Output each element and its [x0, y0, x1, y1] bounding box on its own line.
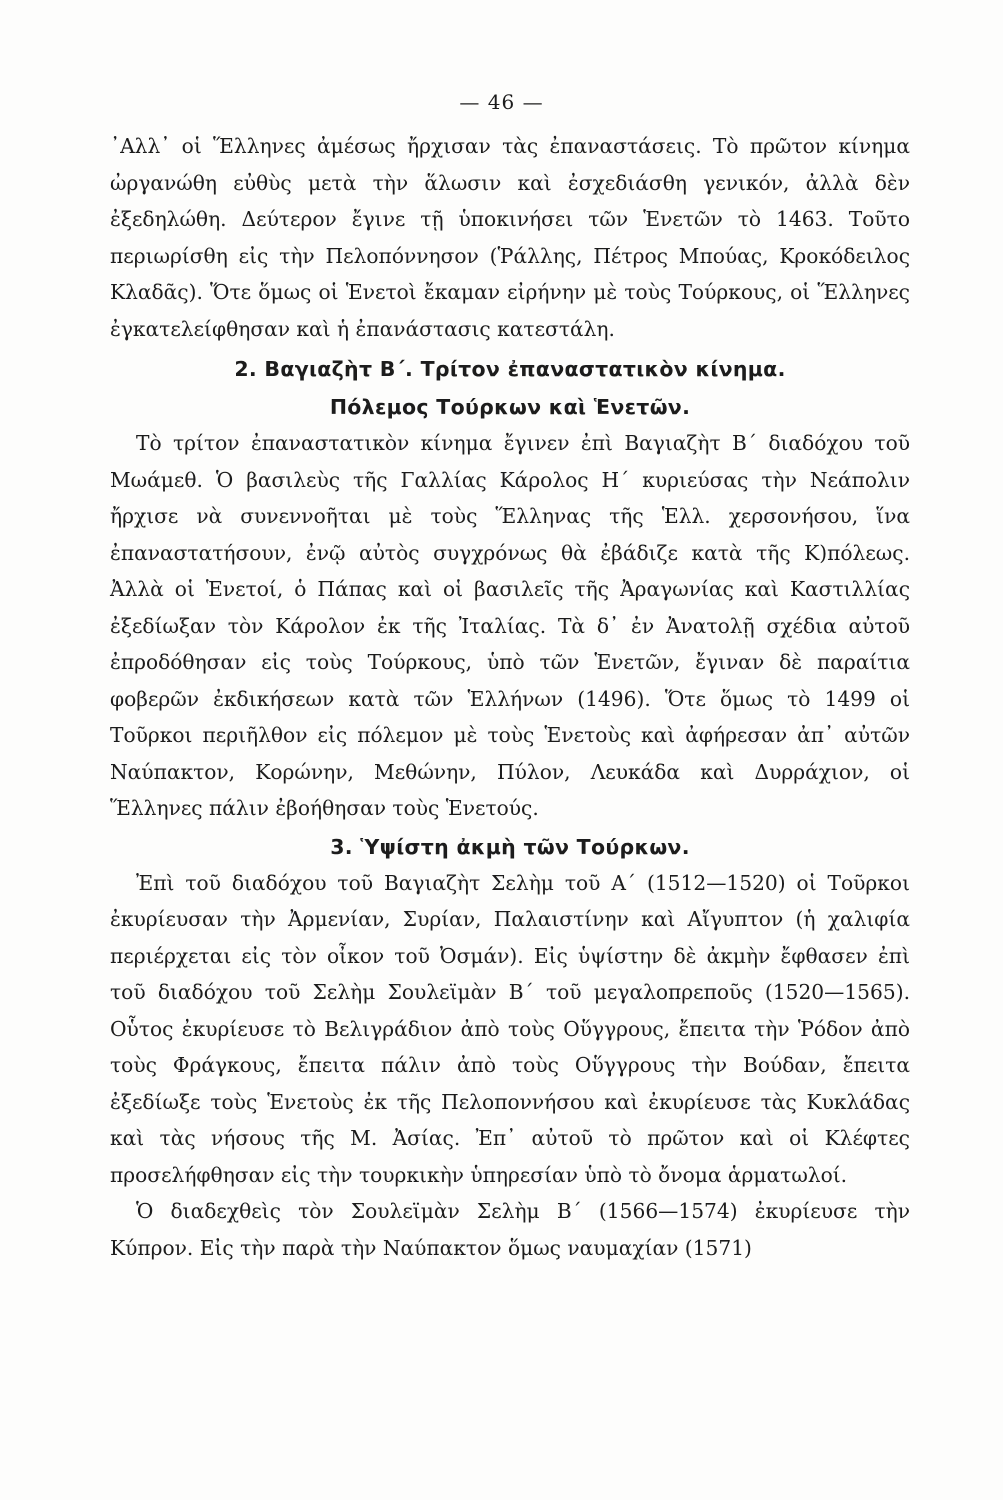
paragraph-turkish-peak: Ἐπὶ τοῦ διαδόχου τοῦ Βαγιαζὴτ Σελὴμ τοῦ Α΄ (1512—1520) οἱ Τοῦρκοι ἐκυρίευσαν τὴν Ἀρμενίαν, Συρίαν, Παλαιστίνην καὶ Αἴγυπτον (ἡ χαλιφία περιέρχεται εἰς τὸν οἶκον τοῦ Ὀσμάν). Εἰς ὑψίστην δὲ ἀκμὴν ἔφθασεν ἐπὶ τοῦ διαδόχου τοῦ Σελὴμ Σουλεϊμὰν Β΄ τοῦ μεγαλοπρεποῦς (1520—1565). Οὗτος ἐκυρίευσε τὸ Βελιγράδιον ἀπὸ τοὺς Οὕγγρους, ἔπειτα τὴν Ῥόδον ἀπὸ τοὺς Φράγκους, ἔπειτα πάλιν ἀπὸ τοὺς Οὕγγρους τὴν Βούδαν, ἔπειτα ἐξεδίωξε τοὺς Ἑνετοὺς ἐκ τῆς Πελοποννήσου καὶ ἐκυρίευσε τὰς Κυκλάδας καὶ τὰς νήσους τῆς Μ. Ἀσίας. Ἐπ᾿ αὐτοῦ τὸ πρῶτον καὶ οἱ Κλέφτες προσελήφθησαν εἰς τὴν τουρκικὴν ὑπηρεσίαν ὑπὸ τὸ ὄνομα ἁρματωλοί.: [110, 870, 910, 1187]
section-heading-3: 3. Ὑψίστη ἀκμὴ τῶν Τούρκων.: [330, 834, 690, 859]
section-heading-2-line-2: Πόλεμος Τούρκων καὶ Ἑνετῶν.: [329, 395, 691, 419]
paragraph-third-revolution: Τὸ τρίτον ἐπαναστατικὸν κίνημα ἔγινεν ἐπὶ Βαγιαζὴτ Β΄ διαδόχου τοῦ Μωάμεθ. Ὁ βασιλεὺς τῆς Γαλλίας Κάρολος Η΄ κυριεύσας τὴν Νεάπολιν ἤρχισε νὰ συνεννοῆται μὲ τοὺς Ἕλληνας τῆς Ἑλλ. χερσονήσου, ἵνα ἐπαναστατήσουν, ἐνῷ αὐτὸς συγχρόνως θὰ ἐβάδιζε κατὰ τῆς Κ)πόλεως. Ἀλλὰ οἱ Ἑνετοί, ὁ Πάπας καὶ οἱ βασιλεῖς τῆς Ἀραγωνίας καὶ Καστιλλίας ἐξεδίωξαν τὸν Κάρολον ἐκ τῆς Ἰταλίας. Τὰ δ᾿ ἐν Ἀνατολῇ σχέδια αὐτοῦ ἐπροδόθησαν εἰς τοὺς Τούρκους, ὑπὸ τῶν Ἑνετῶν, ἔγιναν δὲ παραίτια φοβερῶν ἐκδικήσεων κατὰ τῶν Ἑλλήνων (1496). Ὅτε ὅμως τὸ 1499 οἱ Τοῦρκοι περιῆλθον εἰς πόλεμον μὲ τοὺς Ἑνετοὺς καὶ ἀφήρεσαν ἀπ᾿ αὐτῶν Ναύπακτον, Κορώνην, Μεθώνην, Πύλον, Λευκάδα καὶ Δυρράχιον, οἱ Ἕλληνες πάλιν ἐβοήθησαν τοὺς Ἑνετούς.: [110, 431, 910, 820]
paragraph-selim-cyprus: Ὁ διαδεχθεὶς τὸν Σουλεϊμὰν Σελὴμ Β΄ (1566—1574) ἐκυρίευσε τὴν Κύπρον. Εἰς τὴν παρὰ τὴν Ναύπακτον ὅμως ναυμαχίαν (1571): [110, 1199, 910, 1260]
page-body: [110, 128, 910, 1266]
paragraph-intro: ᾿Αλλ᾿ οἱ Ἕλληνες ἀμέσως ἤρχισαν τὰς ἐπαναστάσεις. Τὸ πρῶτον κίνημα ὠργανώθη εὐθὺς μετὰ τὴν ἅλωσιν καὶ ἐσχεδιάσθη γενικόν, ἀλλὰ δὲν ἐξεδηλώθη. Δεύτερον ἔγινε τῇ ὑποκινήσει τῶν Ἑνετῶν τὸ 1463. Τοῦτο περιωρίσθη εἰς τὴν Πελοπόννησον (Ῥάλλης, Πέτρος Μπούας, Κροκόδειλος Κλαδᾶς). Ὅτε ὅμως οἱ Ἑνετοὶ ἔκαμαν εἰρήνην μὲ τοὺς Τούρκους, οἱ Ἕλληνες ἐγκατελείφθησαν καὶ ἡ ἐπανάστασις κατεστάλη.: [110, 134, 910, 341]
section-heading-2-line-1: 2. Βαγιαζὴτ Β΄. Τρίτον ἐπαναστατικὸν κίνημα.: [234, 357, 786, 381]
page-number: — 46 —: [459, 90, 544, 114]
